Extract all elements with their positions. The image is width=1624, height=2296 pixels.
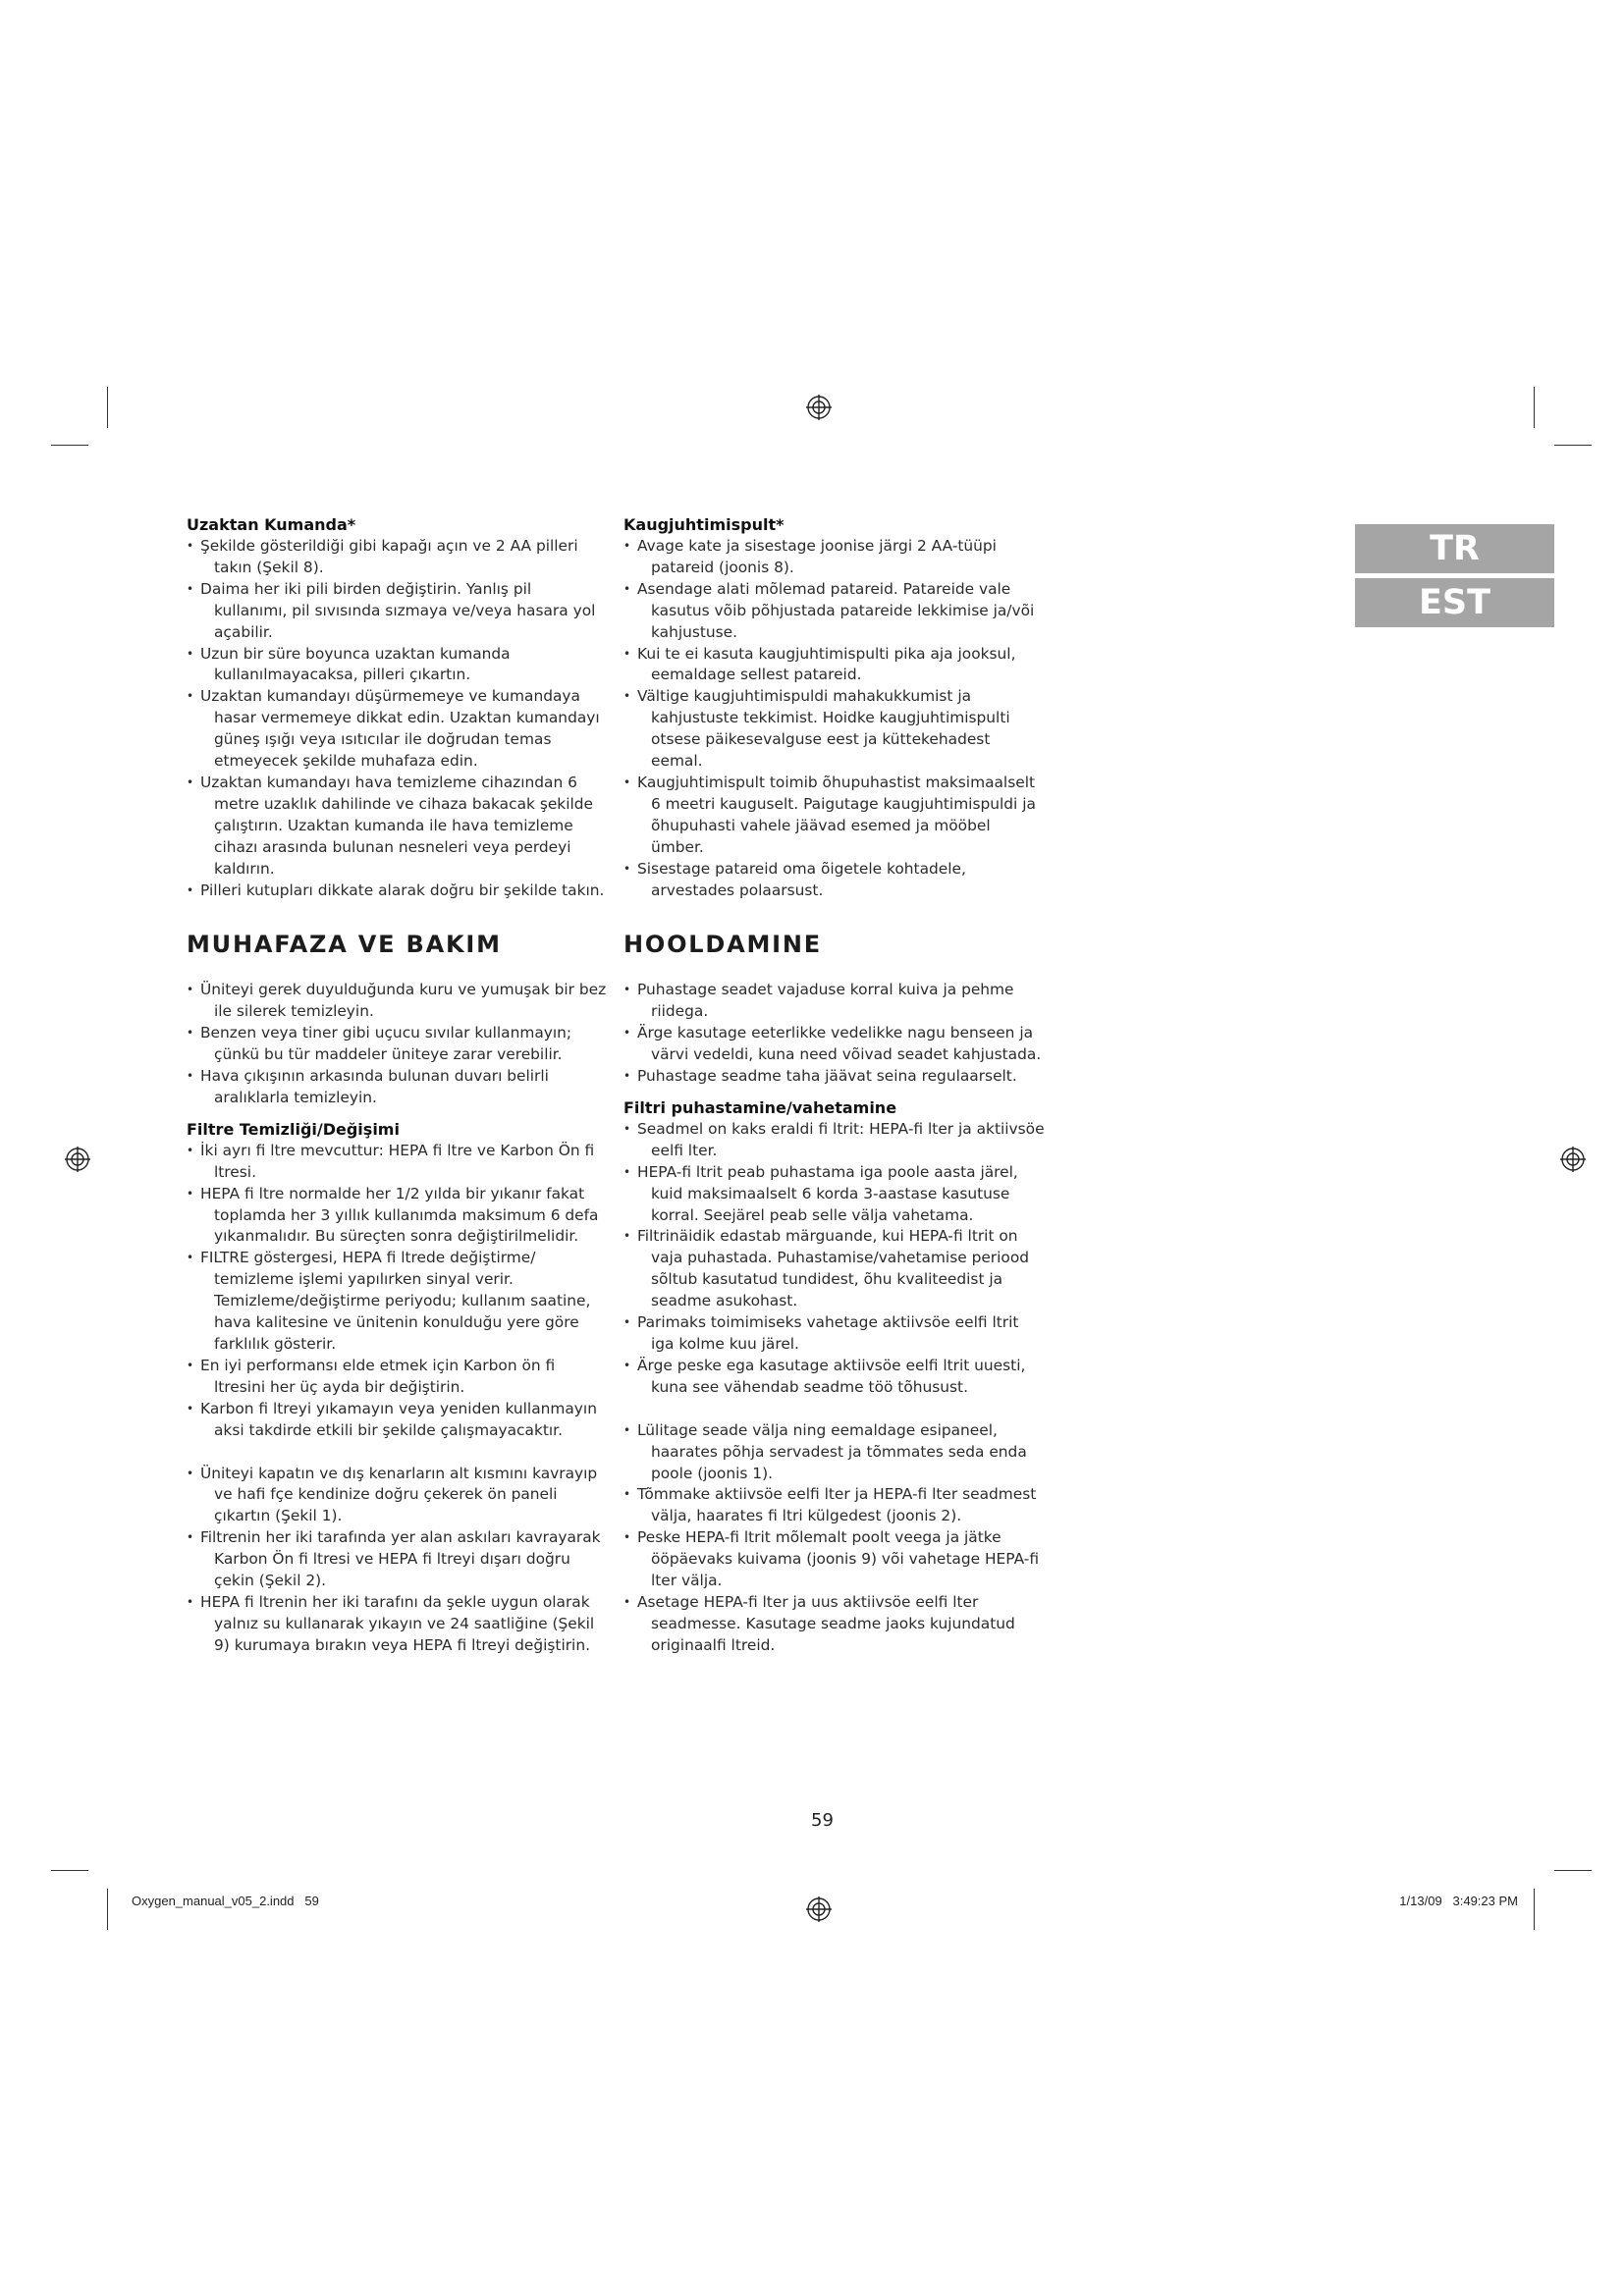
list-item: • Tõmmake aktiivsöe eelfi lter ja HEPA-fi lter seadmest välja, haarates fi ltri külgedest (joonis 2).	[623, 1484, 1046, 1527]
list-item: • HEPA-fi ltrit peab puhastama iga poole aasta järel, kuid maksimaalselt 6 korda 3-aastase kasutuse korral. Seejärel peab selle välja vahetama.	[623, 1162, 1046, 1227]
language-tab-tr: TR	[1355, 524, 1554, 573]
bullet-list	[623, 536, 1046, 901]
crop-mark	[51, 1870, 88, 1871]
list-item: • En iyi performansı elde etmek için Karbon ön fi ltresini her üç ayda bir değiştirin.	[187, 1356, 609, 1399]
footer-filename: Oxygen_manual_v05_2.indd 59	[132, 1894, 319, 1908]
registration-mark-icon	[806, 1896, 832, 1922]
list-item: • FILTRE göstergesi, HEPA fi ltrede değiştirme/ temizleme işlemi yapılırken sinyal verir. Temizleme/değiştirme periyodu; kullanım saatine, hava kalitesine ve ünitenin konulduğu yere göre farklılık gösterir.	[187, 1248, 609, 1356]
list-item: • Peske HEPA-fi ltrit mõlemalt poolt veega ja jätke ööpäevaks kuivama (joonis 9) või vahetage HEPA-fi lter välja.	[623, 1527, 1046, 1592]
list-item: • Pilleri kutupları dikkate alarak doğru bir şekilde takın.	[187, 881, 609, 902]
bullet-list	[623, 980, 1046, 1088]
bullet-list	[187, 1464, 609, 1657]
list-item: • Ärge kasutage eeterlikke vedelikke nagu benseen ja värvi vedeldi, kuna need võivad seadet kahjustada.	[623, 1023, 1046, 1066]
list-item: • Benzen veya tiner gibi uçucu sıvılar kullanmayın; çünkü bu tür maddeler üniteye zarar verebilir.	[187, 1023, 609, 1066]
crop-mark	[1554, 1870, 1592, 1871]
list-item: • Sisestage patareid oma õigetele kohtadele, arvestades polaarsust.	[623, 859, 1046, 902]
crop-mark	[51, 445, 88, 446]
crop-mark	[107, 1889, 108, 1930]
bullet-list	[623, 1119, 1046, 1399]
crop-mark	[1554, 445, 1592, 446]
list-item: • Avage kate ja sisestage joonise järgi 2 AA-tüüpi patareid (joonis 8).	[623, 536, 1046, 579]
list-item: • Seadmel on kaks eraldi fi ltrit: HEPA-fi lter ja aktiivsöe eelfi lter.	[623, 1119, 1046, 1162]
bullet-list	[187, 536, 609, 901]
registration-mark-icon	[806, 395, 832, 420]
list-item: • Hava çıkışının arkasında bulunan duvarı belirli aralıklarla temizleyin.	[187, 1066, 609, 1109]
list-item: • Şekilde gösterildiği gibi kapağı açın ve 2 AA pilleri takın (Şekil 8).	[187, 536, 609, 579]
list-item: • Daima her iki pili birden değiştirin. Yanlış pil kullanımı, pil sıvısında sızmaya ve/veya hasara yol açabilir.	[187, 579, 609, 644]
section-heading: Filtre Temizliği/Değişimi	[187, 1119, 400, 1139]
bullet-list	[187, 980, 609, 1108]
crop-mark	[107, 387, 108, 428]
list-item: • Kui te ei kasuta kaugjuhtimispulti pika aja jooksul, eemaldage sellest patareid.	[623, 644, 1046, 687]
registration-mark-icon	[1560, 1147, 1586, 1172]
list-item: • Üniteyi kapatın ve dış kenarların alt kısmını kavrayıp ve hafi fçe kendinize doğru çekerek ön paneli çıkartın (Şekil 1).	[187, 1464, 609, 1528]
list-item: • Üniteyi gerek duyulduğunda kuru ve yumuşak bir bez ile silerek temizleyin.	[187, 980, 609, 1023]
right-column	[623, 514, 1046, 1657]
list-item: • Puhastage seadme taha jäävat seina regulaarselt.	[623, 1066, 1046, 1088]
section-heading: Kaugjuhtimispult*	[623, 515, 785, 534]
list-item: • HEPA fi ltre normalde her 1/2 yılda bir yıkanır fakat toplamda her 3 yıllık kullanımda maksimum 6 defa yıkanmalıdır. Bu süreçten sonra değiştirilmelidir.	[187, 1184, 609, 1249]
section-title: MUHAFAZA VE BAKIM	[187, 931, 502, 959]
bullet-list	[623, 1420, 1046, 1657]
list-item: • Vältige kaugjuhtimispuldi mahakukkumist ja kahjustuste tekkimist. Hoidke kaugjuhtimispulti otsese päikesevalguse eest ja küttekehadest eemal.	[623, 686, 1046, 773]
page-number: 59	[811, 1810, 834, 1831]
list-item: • Parimaks toimimiseks vahetage aktiivsöe eelfi ltrit iga kolme kuu järel.	[623, 1312, 1046, 1356]
list-item: • Ärge peske ega kasutage aktiivsöe eelfi ltrit uuesti, kuna see vähendab seadme töö tõhusust.	[623, 1356, 1046, 1399]
list-item: • Filtrenin her iki tarafında yer alan askıları kavrayarak Karbon Ön fi ltresi ve HEPA fi ltreyi dışarı doğru çekin (Şekil 2).	[187, 1527, 609, 1592]
list-item: • Uzaktan kumandayı hava temizleme cihazından 6 metre uzaklık dahilinde ve cihaza bakacak şekilde çalıştırın. Uzaktan kumanda ile hava temizleme cihazı arasında bulunan nesneleri veya perdeyi kaldırın.	[187, 773, 609, 881]
list-item: • Asendage alati mõlemad patareid. Patareide vale kasutus võib põhjustada patareide lekkimise ja/või kahjustuse.	[623, 579, 1046, 644]
left-column	[187, 514, 609, 1657]
list-item: • Puhastage seadet vajaduse korral kuiva ja pehme riidega.	[623, 980, 1046, 1023]
list-item: • HEPA fi ltrenin her iki tarafını da şekle uygun olarak yalnız su kullanarak yıkayın ve 24 saatliğine (Şekil 9) kurumaya bırakın veya HEPA fi ltreyi değiştirin.	[187, 1592, 609, 1657]
list-item: • Kaugjuhtimispult toimib õhupuhastist maksimaalselt 6 meetri kauguselt. Paigutage kaugjuhtimispuldi ja õhupuhasti vahele jäävad esemed ja mööbel ümber.	[623, 773, 1046, 859]
section-heading: Uzaktan Kumanda*	[187, 515, 356, 534]
bullet-list	[187, 1141, 609, 1442]
crop-mark	[1534, 387, 1535, 428]
list-item: • Lülitage seade välja ning eemaldage esipaneel, haarates põhja servadest ja tõmmates seda enda poole (joonis 1).	[623, 1420, 1046, 1485]
list-item: • Karbon fi ltreyi yıkamayın veya yeniden kullanmayın aksi takdirde etkili bir şekilde çalışmayacaktır.	[187, 1399, 609, 1442]
section-title: HOOLDAMINE	[623, 931, 822, 959]
list-item: • Uzun bir süre boyunca uzaktan kumanda kullanılmayacaksa, pilleri çıkartın.	[187, 644, 609, 687]
list-item: • Filtrinäidik edastab märguande, kui HEPA-fi ltrit on vaja puhastada. Puhastamise/vahetamise periood sõltub kasutatud tundidest, õhu kvaliteedist ja seadme asukohast.	[623, 1226, 1046, 1312]
list-item: • Uzaktan kumandayı düşürmemeye ve kumandaya hasar vermemeye dikkat edin. Uzaktan kumandayı güneş ışığı veya ısıtıcılar ile doğrudan temas etmeyecek şekilde muhafaza edin.	[187, 686, 609, 773]
crop-mark	[1534, 1889, 1535, 1930]
registration-mark-icon	[65, 1147, 90, 1172]
language-tab-est: EST	[1355, 578, 1554, 627]
section-heading: Filtri puhastamine/vahetamine	[623, 1097, 897, 1117]
list-item: • Asetage HEPA-fi lter ja uus aktiivsöe eelfi lter seadmesse. Kasutage seadme jaoks kujundatud originaalfi ltreid.	[623, 1592, 1046, 1657]
footer-timestamp: 1/13/09 3:49:23 PM	[1399, 1894, 1518, 1908]
list-item: • İki ayrı fi ltre mevcuttur: HEPA fi ltre ve Karbon Ön fi ltresi.	[187, 1141, 609, 1184]
